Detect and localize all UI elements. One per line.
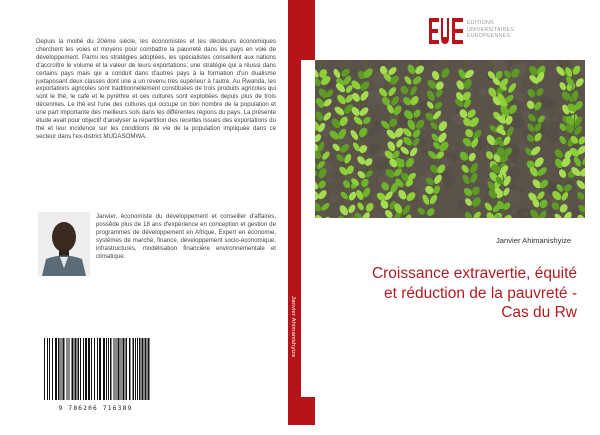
book-title: Croissance extravertie, équité et réduction de la pauvreté - Cas du Rw [371, 265, 577, 321]
front-red-band-bottom [301, 397, 315, 425]
front-author: Janvier Ahimanishyize [496, 236, 572, 245]
front-cover [301, 0, 585, 425]
publisher-name: EDITIONS UNIVERSITAIRES EUROPEENNES [467, 20, 515, 40]
publisher-logo-icon [429, 18, 463, 44]
book-spine [288, 0, 301, 425]
spine-author: Janvier Ahimanishyize [290, 296, 296, 358]
isbn-barcode [38, 336, 153, 412]
isbn-digits: 9 786206 716389 [58, 405, 133, 412]
back-cover [20, 0, 288, 425]
cover-photo-ivy-wall [315, 60, 585, 218]
publisher-logo [429, 18, 569, 48]
back-cover-blurb: Depuis la moitié du 20ème siècle, les économistes et les décideurs économiques cherchent les voies et moyens pour combattre la pauvreté dans les pays en voie de développement. Parmi les stratégies adoptées, les spécialistes conseillent aux nations d'accroître le volume et la valeur de leurs exportations; une stratégie qui a réussi dans certains pays mais qui a conduit dans d'autres pays à la formation d'un dualisme juxtaposant deux classes dont une a un revenu très supérieur à l'autre. Au Rwanda, les exportations agricoles sont traditionnellement constituées de trois produits agricoles qui sont le thé, le café et le pyrèthre et ces cultures sont exploitées depuis plus de trois décennies. Le thé est l'une des cultures qui occupe un bon nombre de la population et une part importante des meilleurs sols dans les différentes régions du pays. La présente étude avait pour objectif d'analyser la répartition des recettes issues des exportations du thé et leur incidence sur les conditions de vie de la population impliquée dans ce secteur dans l'ex-district MUDASOMWA. [36, 38, 276, 140]
author-photo [38, 212, 90, 276]
book-cover [20, 0, 585, 425]
author-bio: Janvier, économiste du développement et conseiller d'affaires, possède plus de 18 ans d'expérience en conception et gestion de programmes de développement en Afrique. Expert en économie, systèmes de marché, finance, développement socio-économique, infrastructures, modélisation financière environnementale et climatique. [96, 213, 276, 260]
front-red-band-top [301, 0, 315, 60]
